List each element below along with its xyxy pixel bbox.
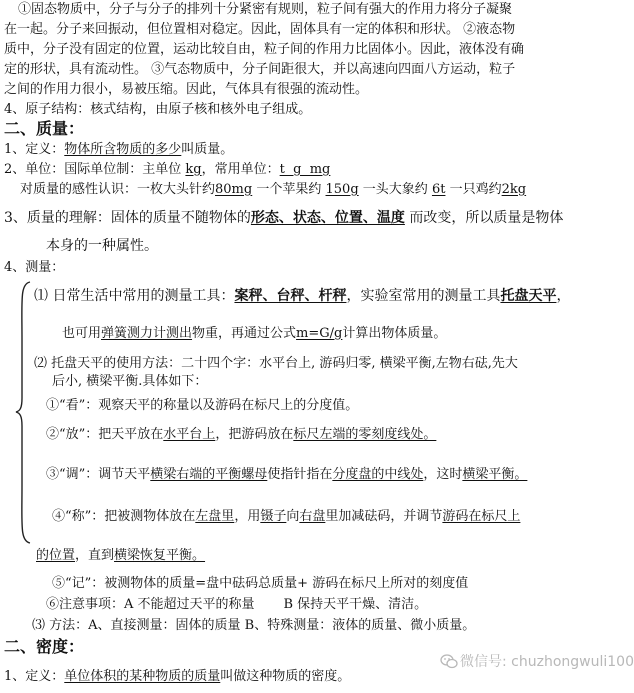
states-line-1: ①固态物质中，分子与分子的排列十分紧密有规则，粒子间有强大的作用力将分子凝聚 [18,2,513,17]
step-adjust [46,467,527,483]
understand-line-2: 本身的一种属性。 [46,238,158,254]
s3-b: 使指针指在 [267,467,333,482]
feel-chicken-label: 一只鸡约 [449,182,502,197]
states-line-3: 质中，分子没有固定的位置，运动比较自由，粒子间的作用力比固体小。因此，液体没有确 [4,42,525,57]
feel-elephant: 6t [431,182,446,197]
s4-position: 的位置 [36,548,76,563]
s4-rider: 游码在标尺上 [442,509,521,524]
m1-prefix: ⑴ 日常生活中常用的测量工具： [34,288,235,304]
mass-heading: 二、质量： [4,119,85,138]
mass-units [4,162,330,178]
unit-kg: kg [185,162,202,177]
s4-restore: 横梁恢复平衡。 [114,548,206,563]
states-line-4: 定的形状，具有流动性。 ③气态物质中，分子间距很大，并以高速向四面八方运动，粒子 [4,62,516,77]
measure-methods: ⑶ 方法：A、直接测量：固体的质量 B、特殊测量：液体的质量、微小质量。 [32,618,476,633]
s3-center: 分度盘的中线处 [332,467,424,482]
m1-line2-b: 物重，再通过公式 [192,326,297,341]
m1-lab-tool: 托盘天平 [500,288,557,304]
m1-line2-a: 也可用 [62,326,102,341]
step-record: ⑤“记”：被测物体的质量=盘中砝码总质量+ 游码在标尺上所对的刻度值 [52,576,469,591]
understand-underlined: 形态、状态、位置、温度 [250,210,405,226]
density-def-underlined: 单位体积的某种物质的质量 [64,669,221,684]
measure-label: 4、测量： [4,260,65,275]
understand-prefix: 3、质量的理解：固体的质量不随物体的 [4,210,251,226]
s4-d: 里加减砝码，并调节 [325,509,443,524]
feel-apple: 150g [325,182,359,197]
m1-line2-c: 计算出物体质量。 [342,326,447,341]
s4-a: ④“称”：把被测物体放在 [52,509,196,524]
mass-perception [20,182,526,198]
step-look: ①“看”：观察天平的称量以及游码在标尺上的分度值。 [46,398,359,413]
density-def-prefix: 1、定义： [4,669,65,684]
step-notes: ⑥注意事项：A 不能超过天平的称量 B 保持天平干燥、清洁。 [46,597,428,612]
s4-right-pan: 右盘 [299,509,326,524]
m1-end: ， [556,288,571,304]
s2-zero-mark: 标尺左端的零刻度线处。 [293,427,437,442]
mass-definition [4,142,233,158]
wechat-icon [440,654,458,669]
step-weigh-line-2 [36,548,205,564]
balance-method-2: 后小, 横梁平衡.具体如下： [52,374,208,389]
unit-mid: ，常用单位： [201,162,280,177]
feel-pin: 80mg [215,182,253,197]
unit-prefix: 2、单位：国际单位制：主单位 [4,162,182,177]
s3-a: ③“调”：调节天平 [46,467,151,482]
s2-b: ，把游码放在 [215,427,294,442]
feel-chicken: 2kg [501,182,527,197]
s3-balanced: 横梁平衡。 [462,467,528,482]
density-heading: 二、密度： [4,637,85,656]
s4-c: 向 [286,509,300,524]
m1-line2-formula: m=G/g [296,326,343,341]
measure-spring-scale [62,326,446,342]
s4-line2-a: ，直到 [75,548,115,563]
step-place [46,427,436,443]
m1-line2-spring: 弹簧测力计测出 [101,326,193,341]
states-line-2: 在一起。分子来回振动，但位置相对稳定。因此，固体具有一定的体积和形状。 ②液态物 [4,22,516,37]
measure-tools [34,288,570,304]
s2-level-table: 水平台上 [163,427,216,442]
s3-nut: 横梁右端的平衡螺母 [150,467,268,482]
balance-method-1: ⑵ 托盘天平的使用方法：二十四个字：水平台上, 游码归零, 横梁平衡,左物右砝,先大 [34,356,518,371]
step-weigh [52,509,520,525]
s2-a: ②“放”：把天平放在 [46,427,164,442]
left-brace-icon [14,280,32,545]
s4-left-pan: 左盘里 [195,509,235,524]
mass-def-underlined: 物体所含物质的多少 [64,142,182,157]
mass-understanding [4,210,563,226]
unit-common: t g mg [279,162,331,177]
mass-def-prefix: 1、定义： [4,142,65,157]
m1-daily-tools: 案秤、台秤、杆秤 [234,288,347,304]
feel-prefix: 对质量的感性认识：一枚大头针约 [20,182,216,197]
understand-suffix: 而改变，所以质量是物体 [409,210,564,226]
mass-def-suffix: 叫质量。 [181,142,234,157]
watermark-text: 微信号: chuzhongwuli100 [460,654,634,670]
m1-mid: ，实验室常用的测量工具 [346,288,501,304]
feel-apple-label: 一个苹果约 [256,182,322,197]
density-definition [4,669,350,685]
feel-elephant-label: 一头大象约 [362,182,428,197]
s4-b: ，用 [234,509,261,524]
watermark [440,652,634,672]
density-def-suffix: 叫做这种物质的密度。 [220,669,351,684]
atom-structure: 4、原子结构：核式结构，由原子核和核外电子组成。 [4,102,312,117]
s3-c: ，这时 [423,467,463,482]
states-line-5: 之间的作用力很小，易被压缩。因此，气体具有很强的流动性。 [4,82,369,97]
s4-tweezers: 镊子 [260,509,287,524]
